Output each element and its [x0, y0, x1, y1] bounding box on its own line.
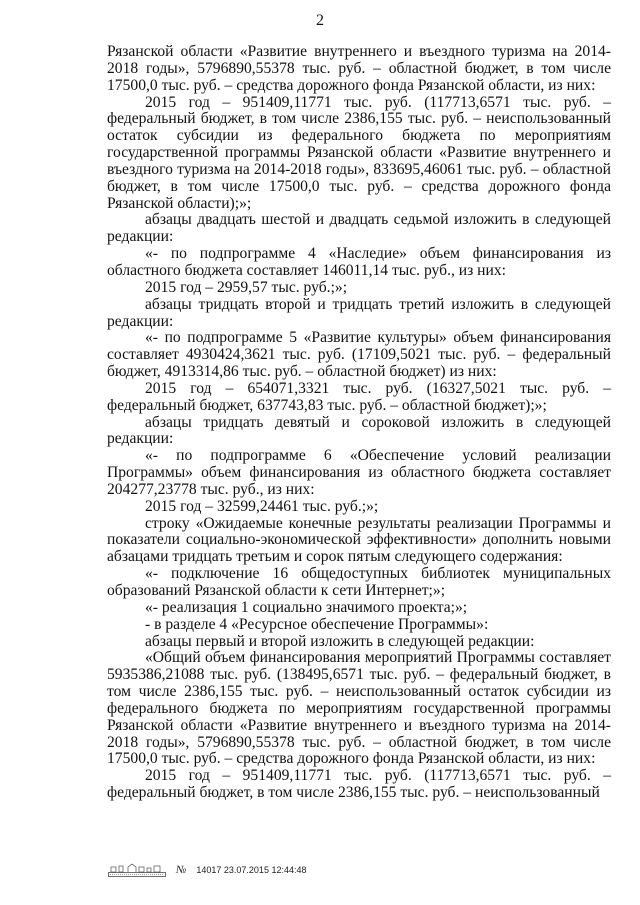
paragraph: абзацы тридцать второй и тридцать третий изложить в следующей редакции: [107, 295, 611, 330]
paragraph: «- по подпрограмме 6 «Обеспечение условий реализации Программы» объем финансирования из областного бюджета составляет 204277,23778 тыс. руб., из них: [107, 447, 611, 498]
paragraph: абзацы тридцать девятый и сороковой изложить в следующей редакции: [107, 413, 611, 448]
paragraph: 2015 год – 951409,11771 тыс. руб. (117713,6571 тыс. руб. – федеральный бюджет, в том числе 2386,155 тыс. руб. – неиспользованный остаток субсидии из федерального бюджета по мероприятиям государственной программы Рязанской области «Развитие внутреннего и въездного туризма на 2014-2018 годы», 833695,46061 тыс. руб. – областной бюджет, в том числе 17500,0 тыс. руб. – средства дорожного фонда Рязанской области);»; [107, 93, 611, 212]
paragraph: 2015 год – 951409,11771 тыс. руб. (117713,6571 тыс. руб. – федеральный бюджет, в том числе 2386,155 тыс. руб. – неиспользованный [107, 767, 611, 802]
paragraph: «- реализация 1 социально значимого проекта;»; [145, 598, 468, 616]
paragraph: Рязанской области «Развитие внутреннего и въездного туризма на 2014-2018 годы», 5796890,55378 тыс. руб. – областной бюджет, в том числе 17500,0 тыс. руб. – средства дорожного фонда Рязанской области, из них: [107, 43, 611, 94]
paragraph: «- подключение 16 общедоступных библиотек муниципальных образований Рязанской области к сети Интернет;»; [107, 565, 611, 599]
registration-stamp-icon [108, 863, 166, 877]
paragraph: абзацы первый и второй изложить в следующей редакции: [145, 632, 535, 650]
paragraph: «- по подпрограмме 5 «Развитие культуры» объем финансирования составляет 4930424,3621 тыс. руб. (17109,5021 тыс. руб. – федеральный бюджет, 4913314,86 тыс. руб. – областной бюджет) из них: [107, 329, 611, 381]
document-body [107, 44, 611, 802]
document-registration-info: 14017 23.07.2015 12:44:48 [196, 865, 307, 875]
paragraph: «- по подпрограмме 4 «Наследие» объем финансирования из областного бюджета составляет 146011,14 тыс. руб., из них: [107, 245, 611, 279]
paragraph: «Общий объем финансирования мероприятий Программы составляет 5935386,21088 тыс. руб. (138495,6571 тыс. руб. – федеральный бюджет, в том числе 2386,155 тыс. руб. – неиспользованный остаток субсидии из федерального бюджета по мероприятиям государственной программы Рязанской области «Развитие внутреннего и въездного туризма на 2014-2018 годы», 5796890,55378 тыс. руб. – областной бюджет, в том числе 17500,0 тыс. руб. – средства дорожного фонда Рязанской области, из них: [107, 649, 611, 768]
document-footer [108, 862, 306, 878]
paragraph: 2015 год – 32599,24461 тыс. руб.;»; [145, 497, 379, 515]
paragraph: - в разделе 4 «Ресурсное обеспечение Программы»: [145, 615, 489, 633]
paragraph: 2015 год – 654071,3321 тыс. руб. (16327,5021 тыс. руб. – федеральный бюджет, 637743,83 тыс. руб. – областной бюджет);»; [107, 379, 611, 414]
page-number: 2 [316, 12, 324, 29]
paragraph: абзацы двадцать шестой и двадцать седьмой изложить в следующей редакции: [107, 211, 611, 246]
paragraph: строку «Ожидаемые конечные результаты реализации Программы и показатели социально-экономической эффективности» дополнить новыми абзацами тридцать третьим и сорок пятым следующего содержания: [107, 514, 611, 566]
number-sign: № [176, 864, 187, 876]
paragraph: 2015 год – 2959,57 тыс. руб.;»; [145, 278, 348, 296]
